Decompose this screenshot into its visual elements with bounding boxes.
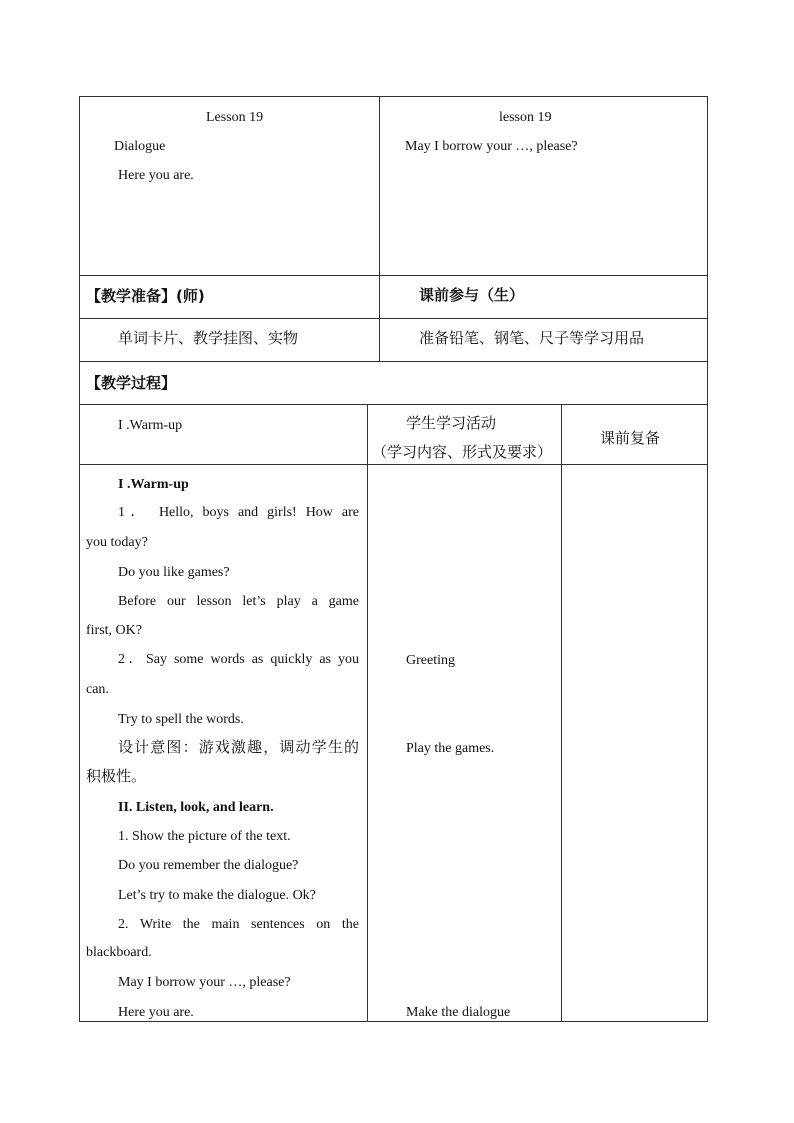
body-line-12: Here you are. (118, 1005, 194, 1020)
body-line-1a: 1． Hello, boys and girls! How are (118, 505, 359, 520)
activity-play-games: Play the games. (406, 741, 495, 756)
body-line-9: Let’s try to make the dialogue. Ok? (118, 888, 316, 903)
right-may-i-borrow: May I borrow your …, please? (405, 139, 578, 154)
teacher-prep-content: 单词卡片、教学挂图、实物 (118, 329, 299, 347)
section1-divider (379, 97, 380, 275)
left-lesson-title: Lesson 19 (206, 110, 264, 125)
process-col2-header-line1: 学生学习活动 (406, 414, 497, 432)
teacher-prep-header: 【教学准备】(师) (86, 287, 205, 305)
body-line-4b: can. (86, 682, 109, 697)
lesson-table (79, 96, 708, 1022)
process-col2-header-line2: （学习内容、形式及要求） (372, 443, 553, 461)
body-line-6a: 设计意图：游戏激趣，调动学生的 (118, 738, 359, 756)
body-line-3b: first, OK? (86, 623, 142, 638)
body-line-6b: 积极性。 (86, 767, 147, 785)
process-header: 【教学过程】 (86, 374, 177, 392)
body-line-10b: blackboard. (86, 945, 152, 960)
row-line-3 (79, 361, 708, 362)
body-line-11: May I borrow your …, please? (118, 975, 291, 990)
left-here-you-are: Here you are. (118, 168, 194, 183)
body-line-8: Do you remember the dialogue? (118, 858, 299, 873)
row-line-2 (79, 318, 708, 319)
left-dialogue-label: Dialogue (114, 139, 166, 154)
process-divider-2 (561, 404, 562, 1022)
body-line-7: 1. Show the picture of the text. (118, 829, 291, 844)
body-line-3a: Before our lesson let’s play a game (118, 594, 359, 609)
right-lesson-title: lesson 19 (499, 110, 552, 125)
body-line-10a: 2. Write the main sentences on the (118, 917, 359, 932)
process-col1-header: I .Warm-up (118, 418, 183, 433)
warmup-title: I .Warm-up (118, 477, 189, 492)
row-line-5 (79, 464, 708, 465)
process-divider-1 (367, 404, 368, 1022)
activity-greeting: Greeting (406, 653, 455, 668)
body-line-2: Do you like games? (118, 565, 230, 580)
body-line-1b: you today? (86, 535, 148, 550)
process-col3-header: 课前复备 (600, 429, 661, 447)
row-line-4 (79, 404, 708, 405)
body-line-4a: 2．Say some words as quickly as you (118, 652, 359, 667)
activity-make-dialogue: Make the dialogue (406, 1005, 511, 1020)
row-line-1 (79, 275, 708, 276)
student-prep-content: 准备铅笔、钢笔、尺子等学习用品 (419, 329, 645, 347)
listen-title: II. Listen, look, and learn. (118, 800, 274, 815)
body-line-5: Try to spell the words. (118, 712, 244, 727)
student-prep-header: 课前参与（生） (419, 286, 525, 304)
